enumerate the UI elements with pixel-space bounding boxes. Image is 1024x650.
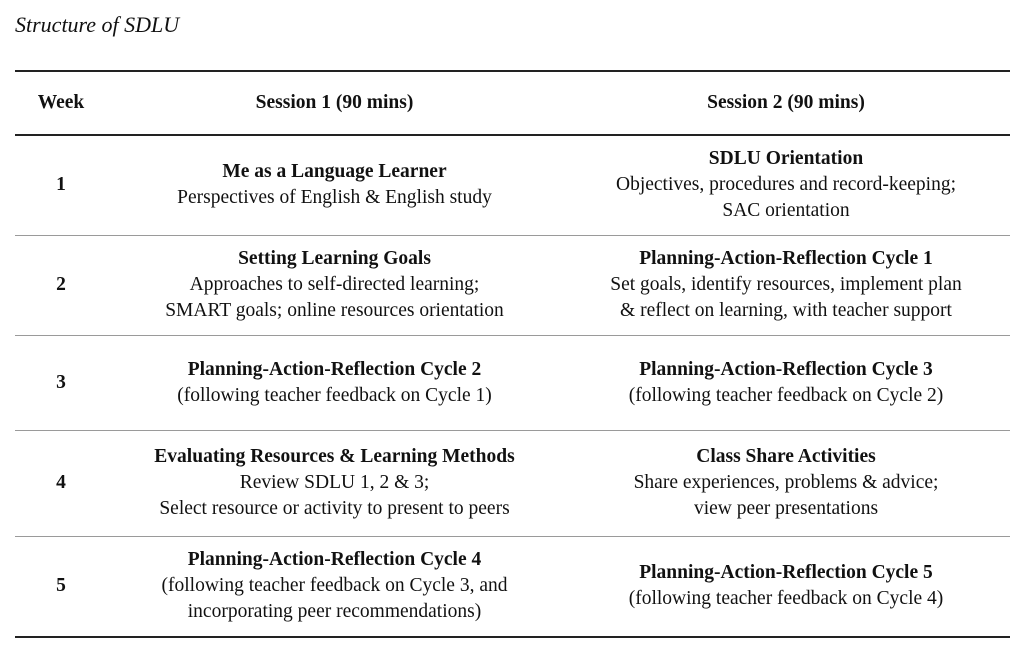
- session-1-cell: [107, 430, 562, 536]
- table-row: [15, 335, 1010, 430]
- table-row: [15, 536, 1010, 637]
- session-detail: incorporating peer recommendations): [187, 601, 482, 623]
- session-title: Evaluating Resources & Learning Methods: [154, 446, 515, 467]
- session-title: Planning-Action-Reflection Cycle 5: [639, 562, 933, 584]
- sdlu-structure-table: [15, 70, 1010, 638]
- week-cell: 5: [56, 575, 66, 597]
- session-1-cell: [107, 335, 562, 430]
- session-detail: view peer presentations: [693, 498, 879, 519]
- table-row: [15, 135, 1010, 235]
- session-title: Me as a Language Learner: [222, 161, 447, 183]
- session-detail: Objectives, procedures and record-keeping;: [615, 174, 957, 196]
- session-2-cell: [562, 335, 1010, 430]
- session-detail: & reflect on learning, with teacher support: [620, 300, 952, 321]
- session-title: SDLU Orientation: [708, 148, 864, 170]
- week-cell: 4: [56, 472, 66, 493]
- week-cell: 3: [56, 371, 66, 393]
- header-session-1: Session 1 (90 mins): [255, 92, 414, 113]
- session-detail: Review SDLU 1, 2 & 3;: [239, 472, 430, 493]
- session-title: Setting Learning Goals: [238, 248, 431, 269]
- session-title: Planning-Action-Reflection Cycle 3: [639, 358, 933, 380]
- table-caption: Structure of SDLU: [15, 12, 180, 37]
- session-2-cell: [562, 536, 1010, 637]
- header-week: Week: [37, 92, 85, 113]
- session-title: Planning-Action-Reflection Cycle 4: [187, 549, 482, 571]
- session-2-cell: [562, 430, 1010, 536]
- header-session-2: Session 2 (90 mins): [707, 92, 865, 113]
- header-row: [15, 71, 1010, 135]
- session-detail: (following teacher feedback on Cycle 1): [177, 384, 492, 406]
- session-2-cell: [562, 135, 1010, 235]
- session-1-cell: [107, 536, 562, 637]
- session-detail: Share experiences, problems & advice;: [633, 472, 939, 493]
- session-title: Planning-Action-Reflection Cycle 1: [639, 248, 933, 269]
- session-2-cell: [562, 235, 1010, 335]
- session-detail: SAC orientation: [722, 200, 850, 222]
- table-row: [15, 430, 1010, 536]
- session-detail: Perspectives of English & English study: [177, 187, 492, 209]
- session-detail: Select resource or activity to present to peers: [159, 498, 510, 519]
- session-detail: Set goals, identify resources, implement plan: [610, 274, 962, 295]
- session-title: Class Share Activities: [696, 446, 876, 467]
- session-1-cell: [107, 135, 562, 235]
- session-detail: (following teacher feedback on Cycle 3, and: [161, 575, 508, 597]
- session-title: Planning-Action-Reflection Cycle 2: [187, 358, 482, 380]
- session-detail: (following teacher feedback on Cycle 4): [628, 588, 944, 610]
- session-detail: SMART goals; online resources orientation: [165, 300, 504, 321]
- session-detail: Approaches to self-directed learning;: [189, 274, 480, 295]
- week-cell: 2: [56, 274, 66, 295]
- session-1-cell: [107, 235, 562, 335]
- week-cell: 1: [56, 174, 66, 196]
- session-detail: (following teacher feedback on Cycle 2): [628, 384, 944, 406]
- table-row: [15, 235, 1010, 335]
